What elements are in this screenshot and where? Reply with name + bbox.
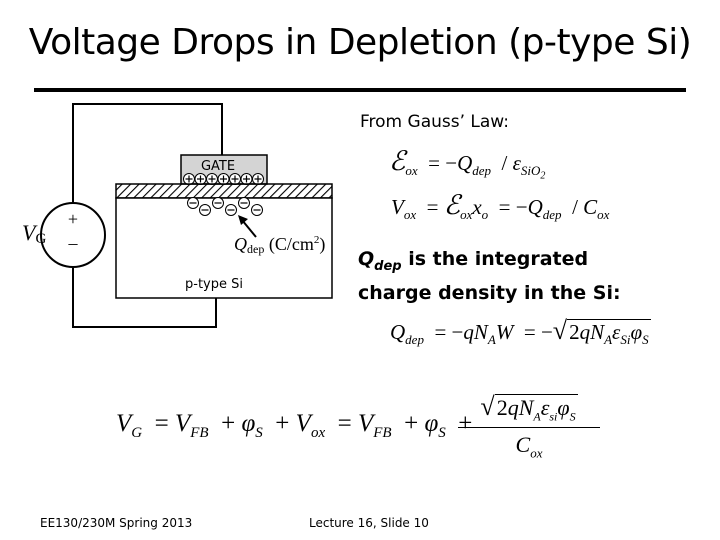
footer-slide-number: Lecture 16, Slide 10 <box>309 516 429 530</box>
source-plus: + <box>67 209 79 229</box>
qdep-description: $Q_{dep}$ is the integrated charge density in the Si: <box>358 248 621 304</box>
vg-label: VG <box>22 220 47 247</box>
gauss-heading: From Gauss’ Law: <box>360 112 509 132</box>
equation-oxide-voltage: $V_{ox}$ = $ℰ_{ox}x_o = -Q_{dep} / C_{ox}$ <box>391 190 610 223</box>
positive-charge-icon <box>241 174 252 185</box>
equation-oxide-field: ℰ$_{ox}$ = $-Q_{dep} / \varepsilon_{SiO_2}$ <box>389 146 546 182</box>
positive-charge-icon <box>207 174 218 185</box>
negative-charge-icon <box>200 205 211 216</box>
gate-label: GATE <box>200 159 236 174</box>
negative-charge-icon <box>188 198 199 209</box>
negative-charge-icon <box>252 205 263 216</box>
positive-charge-icon <box>195 174 206 185</box>
equation-gate-voltage: $V_G = V_{FB} + \varphi_S + V_{ox} = V_{FB} + \varphi_S$ + <box>116 410 473 441</box>
substrate-label: p-type Si <box>185 277 243 292</box>
negative-charge-icon <box>213 198 224 209</box>
positive-charge-icon <box>184 174 195 185</box>
slide-title: Voltage Drops in Depletion (p-type Si) <box>28 22 692 63</box>
oxide-layer <box>116 184 332 198</box>
source-minus: – <box>68 233 78 253</box>
positive-charge-icon <box>218 174 229 185</box>
equation-gate-voltage-fraction: $√2qN_A\varepsilon_{si}\varphi_S$ $C_{ox}$ <box>458 392 600 462</box>
footer-course: EE130/230M Spring 2013 <box>40 516 193 530</box>
qdep-label: Qdep $(C/cm^2)$ <box>234 234 326 256</box>
positive-charge-icon <box>230 174 241 185</box>
negative-charge-icon <box>239 198 250 209</box>
positive-charge-icon <box>253 174 264 185</box>
negative-charge-icon <box>226 205 237 216</box>
equation-depletion-charge: $Q_{dep} = -qN_AW = -√2qN_A\varepsilon_{Si}\varphi_S$ <box>390 316 649 348</box>
